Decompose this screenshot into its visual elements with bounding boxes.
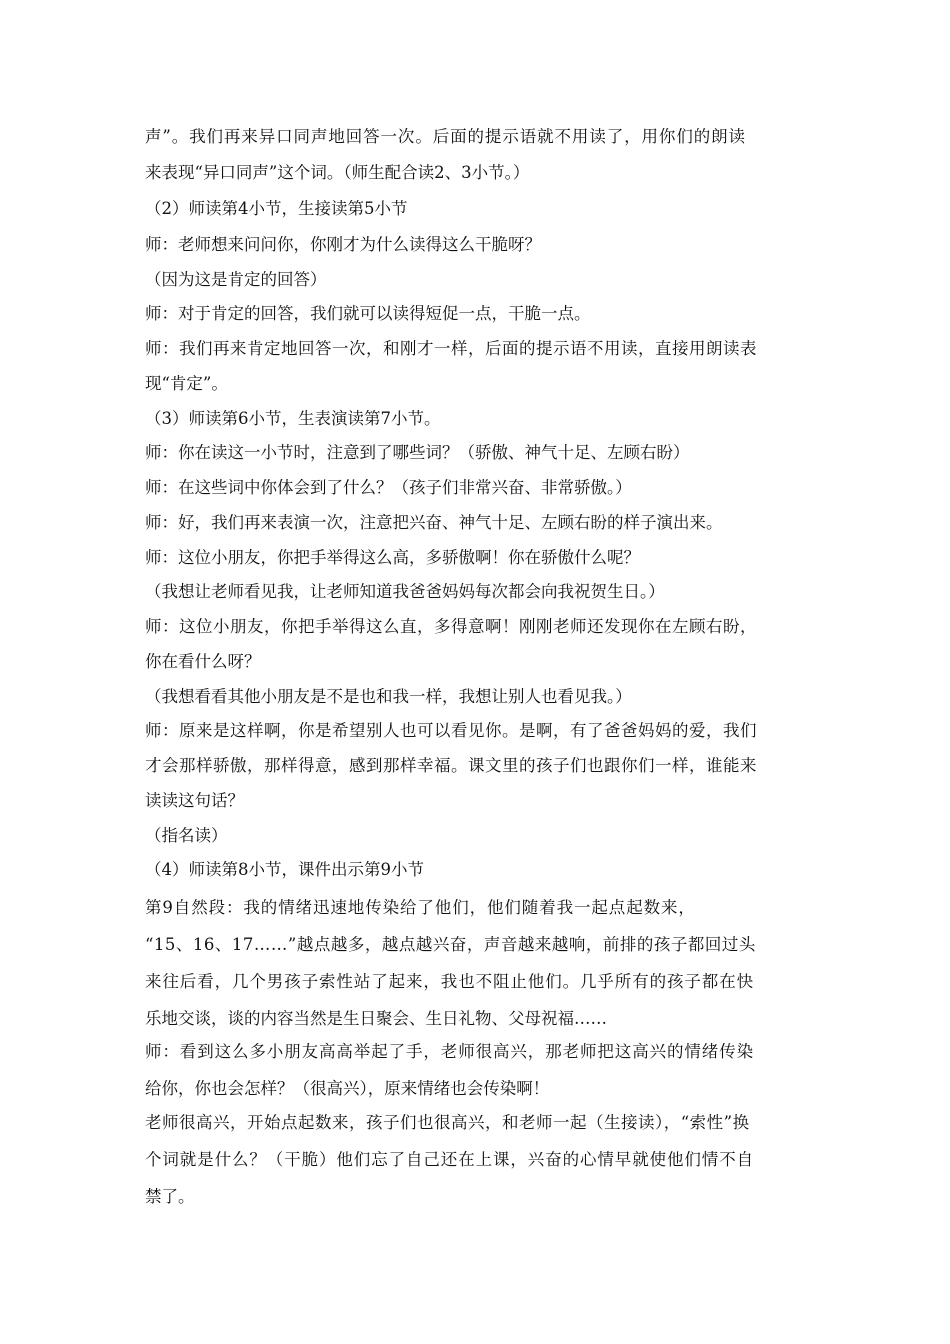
text-line: （我想让老师看见我，让老师知道我爸爸妈妈每次都会向我祝贺生日。） xyxy=(145,582,665,601)
text-line: 老师很高兴，开始点起数来，孩子们也很高兴，和老师一起（生接读），“索性”换 xyxy=(145,1113,750,1132)
text-line: 师：看到这么多小朋友高高举起了手，老师很高兴，那老师把这高兴的情绪传染 xyxy=(145,1042,754,1061)
text-line: 师：我们再来肯定地回答一次，和刚才一样，后面的提示语不用读，直接用朗读表 xyxy=(145,339,757,358)
text-line: 乐地交谈，谈的内容当然是生日聚会、生日礼物、父母祝福…… xyxy=(145,1009,607,1028)
text-line: 师：原来是这样啊，你是希望别人也可以看见你。是啊，有了爸爸妈妈的爱，我们 xyxy=(145,721,757,740)
text-line: 给你，你也会怎样？（很高兴），原来情绪也会传染啊！ xyxy=(145,1079,550,1098)
text-line: 师：在这些词中你体会到了什么？（孩子们非常兴奋、非常骄傲。） xyxy=(145,478,632,497)
text-line: 师：好，我们再来表演一次，注意把兴奋、神气十足、左顾右盼的样子演出来。 xyxy=(145,513,723,532)
text-line: 师：这位小朋友，你把手举得这么高，多骄傲啊！你在骄傲什么呢？ xyxy=(145,548,640,567)
text-line: 第9自然段：我的情绪迅速地传染给了他们，他们随着我一起点起数来， xyxy=(145,898,696,917)
text-line: 才会那样骄傲，那样得意，感到那样幸福。课文里的孩子们也跟你们一样，谁能来 xyxy=(145,756,757,775)
text-line: 禁了。 xyxy=(145,1187,195,1206)
text-line: 师：对于肯定的回答，我们就可以读得短促一点，干脆一点。 xyxy=(145,304,591,323)
text-line: 现“肯定”。 xyxy=(145,374,228,393)
text-line: 师：你在读这一小节时，注意到了哪些词？（骄傲、神气十足、左顾右盼） xyxy=(145,443,690,462)
text-line: “15、16、17……”越点越多，越点越兴奋，声音越来越响，前排的孩子都回过头 xyxy=(145,935,756,954)
text-line: （2）师读第4小节，生接读第5小节 xyxy=(145,199,408,218)
text-line: （4）师读第8小节，课件出示第9小节 xyxy=(145,860,424,879)
text-line: 你在看什么呀？ xyxy=(145,652,261,671)
text-line: 读读这句话？ xyxy=(145,791,244,810)
text-line: 个词就是什么？（干脆）他们忘了自己还在上课，兴奋的心情早就使他们情不自 xyxy=(145,1150,754,1169)
text-line: （指名读） xyxy=(145,826,228,845)
text-line: （我想看看其他小朋友是不是也和我一样，我想让别人也看见我。） xyxy=(145,687,632,706)
text-line: （3）师读第6小节，生表演读第7小节。 xyxy=(145,409,441,428)
text-line: 师：老师想来问问你，你刚才为什么读得这么干脆呀？ xyxy=(145,235,541,254)
text-line: 来表现“异口同声”这个词。（师生配合读2、3小节。） xyxy=(145,163,530,182)
text-line: 来往后看，几个男孩子索性站了起来，我也不阻止他们。几乎所有的孩子都在快 xyxy=(145,972,754,991)
text-line: 师：这位小朋友，你把手举得这么直，多得意啊！刚刚老师还发现你在左顾右盼， xyxy=(145,617,757,636)
text-line: （因为这是肯定的回答） xyxy=(145,270,327,289)
text-line: 声”。我们再来异口同声地回答一次。后面的提示语就不用读了，用你们的朗读 xyxy=(145,127,746,146)
